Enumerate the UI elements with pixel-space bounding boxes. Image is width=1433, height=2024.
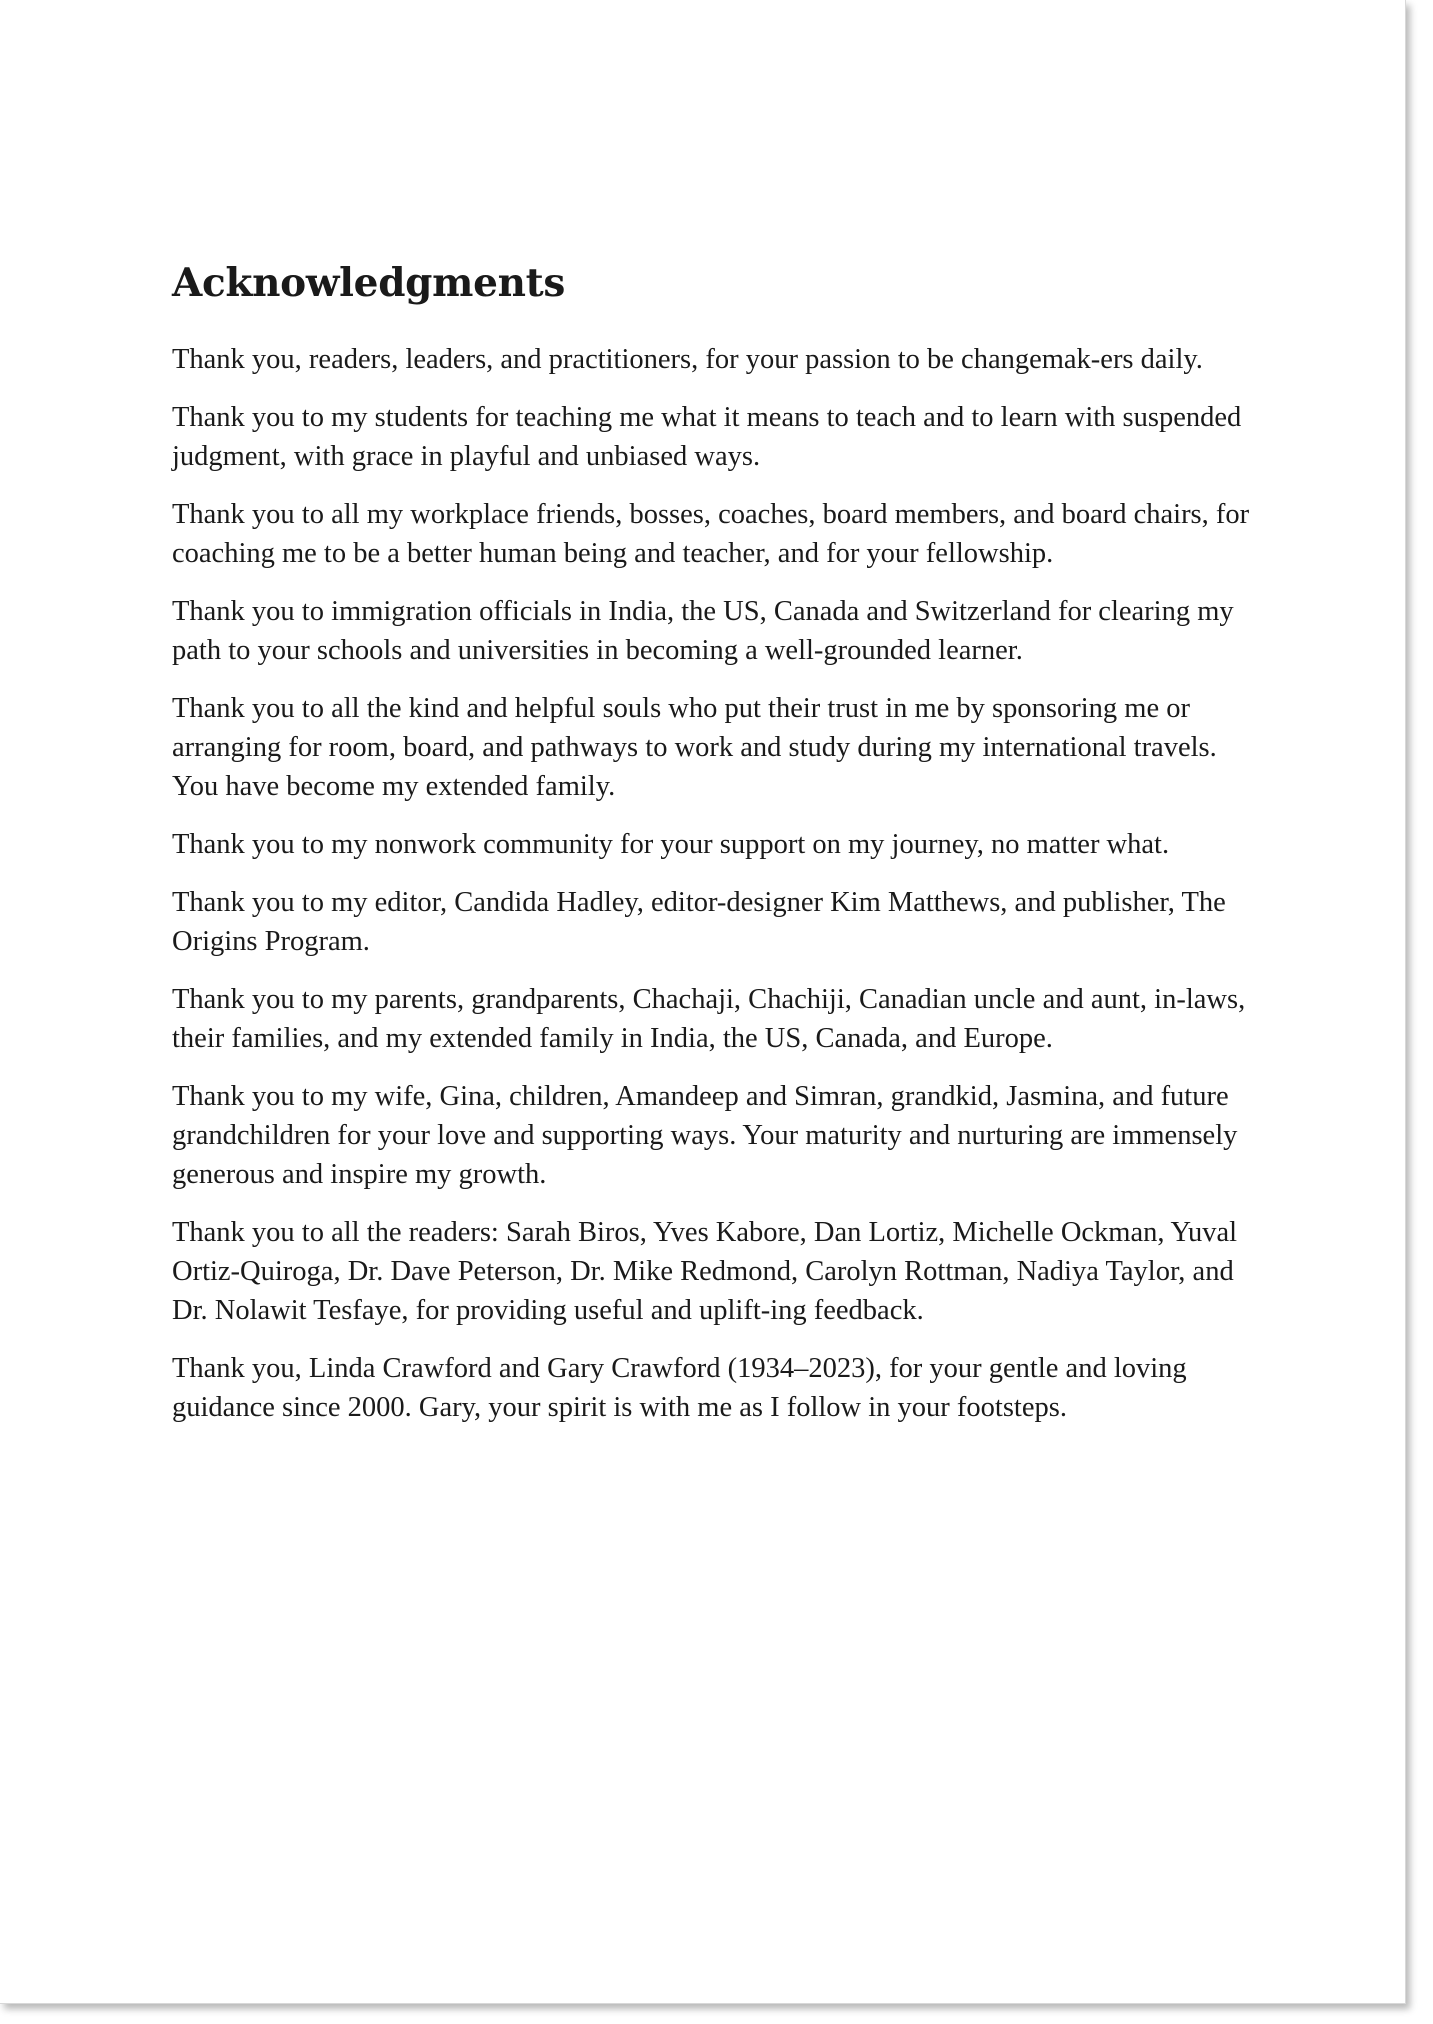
acknowledgment-paragraph: Thank you to my nonwork community for your support on my journey, no matter what. — [172, 829, 1170, 860]
page-content — [172, 258, 1252, 1446]
acknowledgment-paragraph: Thank you, Linda Crawford and Gary Crawford (1934–2023), for your gentle and loving guidance since 2000. Gary, your spirit is with me as I follow in your footsteps. — [172, 1353, 1187, 1423]
acknowledgment-paragraph: Thank you, readers, leaders, and practitioners, for your passion to be changemak-ers daily. — [172, 344, 1203, 375]
acknowledgment-paragraph: Thank you to my parents, grandparents, Chachaji, Chachiji, Canadian uncle and aunt, in-laws, their families, and my extended family in India, the US, Canada, and Europe. — [172, 984, 1246, 1054]
acknowledgment-paragraph: Thank you to all my workplace friends, bosses, coaches, board members, and board chairs, for coaching me to be a better human being and teacher, and for your fellowship. — [172, 499, 1250, 569]
acknowledgment-paragraph: Thank you to my editor, Candida Hadley, editor-designer Kim Matthews, and publisher, The Origins Program. — [172, 887, 1226, 957]
page-heading: Acknowledgments — [172, 260, 566, 306]
acknowledgment-paragraph: Thank you to all the kind and helpful souls who put their trust in me by sponsoring me or arranging for room, board, and pathways to work and study during my international travels. You have become my extended family. — [172, 693, 1217, 802]
acknowledgment-paragraph: Thank you to immigration officials in India, the US, Canada and Switzerland for clearing my path to your schools and universities in becoming a well-grounded learner. — [172, 596, 1234, 666]
acknowledgment-paragraph: Thank you to all the readers: Sarah Biros, Yves Kabore, Dan Lortiz, Michelle Ockman, Yuval Ortiz-Quiroga, Dr. Dave Peterson, Dr. Mike Redmond, Carolyn Rottman, Nadiya Taylor, and Dr. Nolawit Tesfaye, for providing useful and uplift-ing feedback. — [172, 1217, 1238, 1326]
acknowledgment-paragraph: Thank you to my students for teaching me what it means to teach and to learn with suspended judgment, with grace in playful and unbiased ways. — [172, 402, 1242, 472]
acknowledgment-paragraph: Thank you to my wife, Gina, children, Amandeep and Simran, grandkid, Jasmina, and future grandchildren for your love and supporting ways. Your maturity and nurturing are immensely generous and inspire my growth. — [172, 1081, 1238, 1190]
